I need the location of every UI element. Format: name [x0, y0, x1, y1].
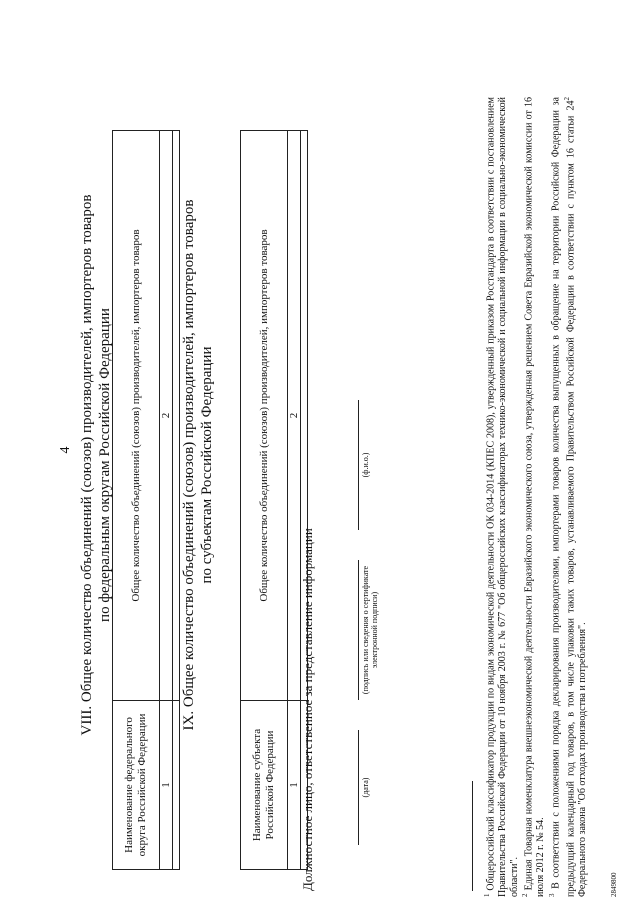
date-line: [358, 730, 359, 845]
section-8-empty-cell: [173, 131, 180, 701]
section-8-title: [78, 65, 114, 865]
footnote-1: [482, 97, 520, 897]
section-8-table: [112, 130, 180, 870]
footnotes: [482, 97, 589, 897]
section-8-title-line1: VIII. Общее количество объединений (союзов) производителей, импортеров товаров: [79, 194, 95, 736]
section-9-col1-num: 1: [288, 701, 301, 870]
footnote-3-mark: 3: [548, 893, 557, 897]
footnote-2: [520, 97, 547, 897]
page-number: 4: [58, 446, 73, 454]
footnote-3-superscript: 2: [563, 97, 572, 101]
footnote-3-tail: Федерального закона "Об отходах производства и потребления".: [577, 622, 589, 897]
responsible-official-label: Должностное лицо, ответственное за представление информации: [300, 528, 315, 891]
footnote-2-text: Единая Товарная номенклатура внешнеэкономической деятельности Евразийского экономического союза, утвержденная решением Совета Евразийской экономической комиссии от 16 июля 2012 г. № 54.: [523, 96, 547, 897]
section-8-col2-num: 2: [160, 131, 173, 701]
section-9-title-line2: по субъектам Российской Федерации: [199, 346, 215, 584]
section-8-col1-num: 1: [160, 701, 173, 870]
signature-caption: (подпись или сведения о сертификате электронной подписи): [361, 565, 379, 695]
section-8-col1-header: Наименование федерального округа Российской Федерации: [113, 701, 160, 870]
section-9-col2-header: Общее количество объединений (союзов) производителей, импортеров товаров: [241, 131, 288, 701]
footnote-3: [547, 97, 589, 897]
name-caption: (ф.и.о.): [361, 452, 370, 478]
section-8-empty-cell: [173, 701, 180, 870]
footnote-1-mark: 1: [483, 893, 491, 897]
footnote-separator: [472, 781, 473, 891]
section-9-col2-num: 2: [288, 131, 301, 701]
section-9-title-line1: IX. Общее количество объединений (союзов) производителей, импортеров товаров: [181, 199, 197, 731]
date-caption: (дата): [361, 777, 370, 798]
name-line: [358, 400, 359, 530]
section-9-table: [240, 130, 308, 870]
section-9-col1-header: Наименование субъекта Российской Федерации: [241, 701, 288, 870]
document-number: 2849800: [610, 872, 618, 897]
section-8-col2-header: Общее количество объединений (союзов) производителей, импортеров товаров: [113, 131, 160, 701]
footnote-1-text: Общероссийский классификатор продукции по видам экономической деятельности ОК 034-2014 (КПЕС 2008), утвержденный приказом Росстандарта в соответствии с постановлением Правительства Российской Федерации от 10 ноября 2003 г. № 677 "Об общероссийских классификаторах технико-экономической и социальной информации в социально-экономической области".: [485, 96, 520, 897]
section-9-title: [180, 65, 216, 865]
signature-line: [358, 560, 359, 700]
footnote-2-mark: 2: [521, 893, 530, 897]
footnote-3-text: В соответствии с положениями порядка декларирования производителями, импортерами товаров количества выпущенных в обращение на территории Российской Федерации за предыдущий календарный год товаров, в том числе упаковки таких товаров, устанавливаемого Правительством Российской Федерации в соответствии с пунктом 16 статьи 24: [550, 97, 577, 897]
section-8-title-line2: по федеральным округам Российской Федерации: [97, 308, 113, 622]
